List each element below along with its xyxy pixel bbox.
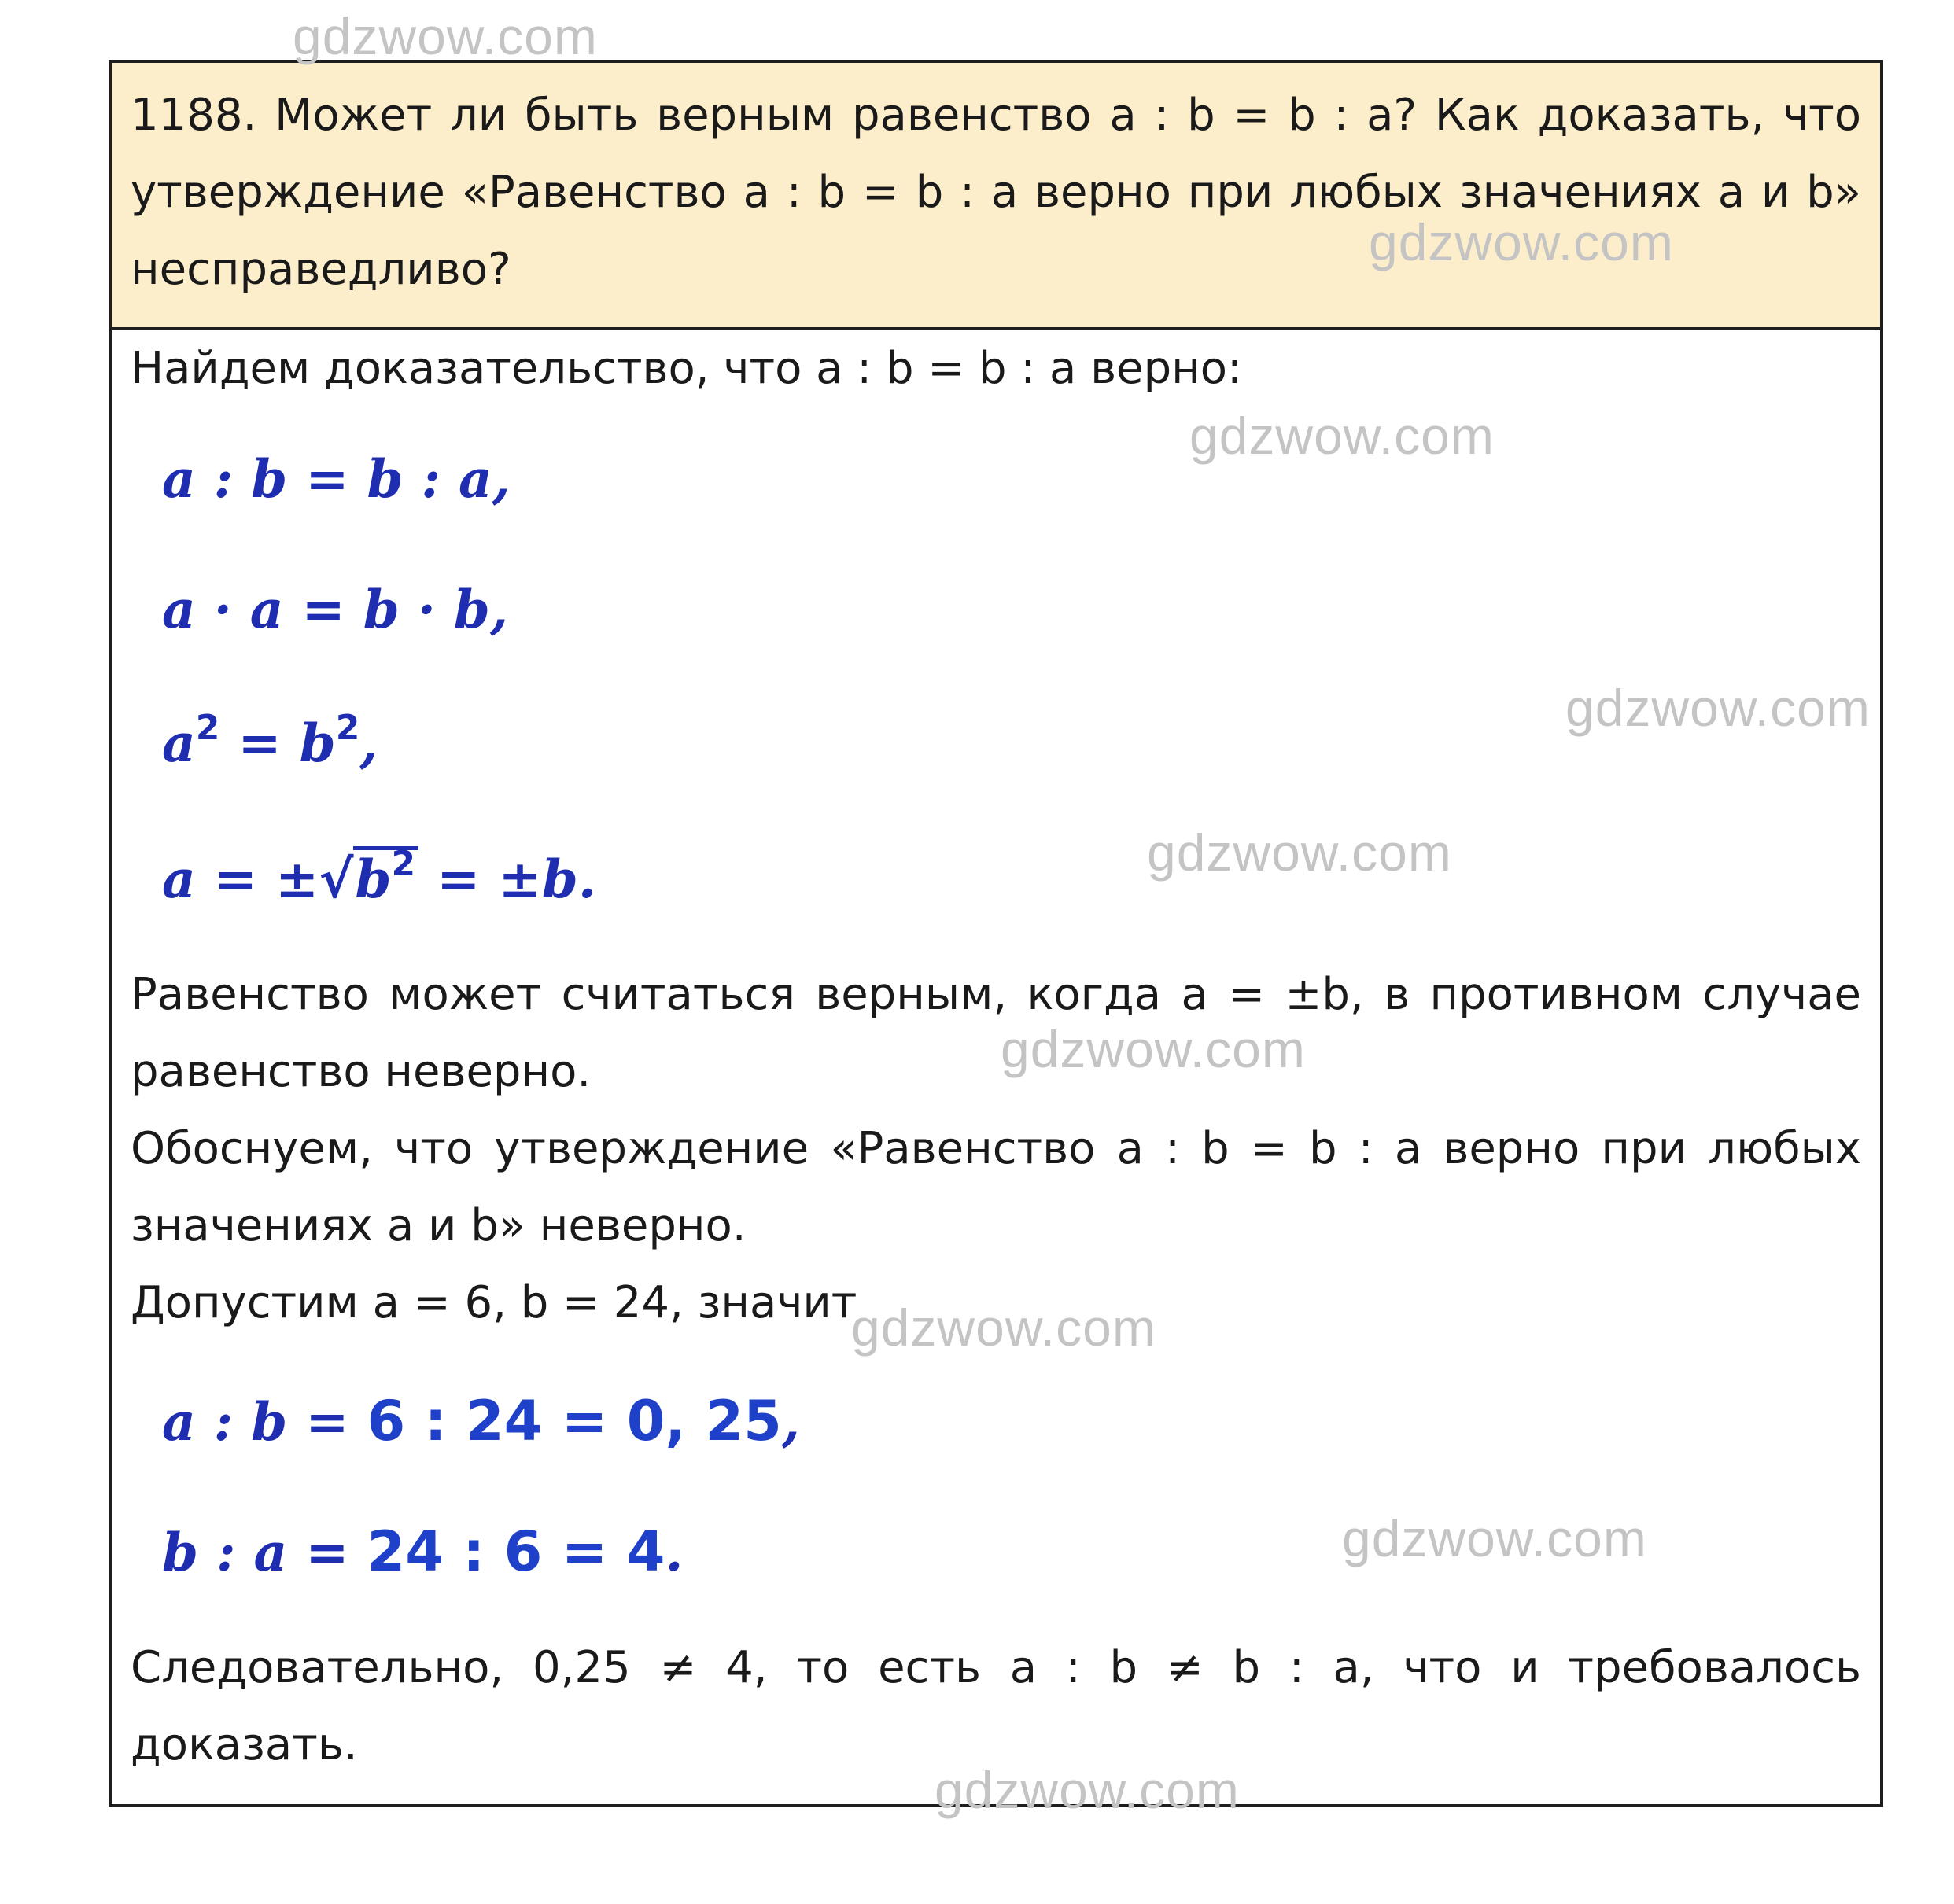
- formula-example-1-nums: 6 : 24 = 0, 25: [367, 1389, 782, 1453]
- radicand: [353, 846, 418, 908]
- formula-root-left: a = ±: [162, 849, 319, 910]
- exponent: 2: [391, 844, 416, 884]
- task-header: [112, 63, 1880, 330]
- formula-example-2: [162, 1519, 683, 1584]
- watermark: gdzwow.com: [293, 7, 598, 65]
- final-text: Следовательно, 0,25 ≠ 4, то есть a : b ≠ b : a, что и требовалось доказать.: [131, 1642, 1861, 1770]
- exponent: 2: [195, 708, 220, 748]
- intro-text: Найдем доказательство, что a : b = b : a верно:: [131, 343, 1242, 394]
- task-text: 1188. Может ли быть верным равенство a : b = b : a? Как доказать, что утверждение «Равенство a : b = b : a верно при любых значениях a и b» несправедливо?: [131, 90, 1861, 295]
- solution-card: [109, 60, 1883, 1807]
- formula-root: [162, 846, 596, 910]
- conclusion-text-1: Равенство может считаться верным, когда a = ±b, в противном случае равенство неверно.: [131, 969, 1861, 1097]
- formula-example-2-end: .: [665, 1522, 684, 1583]
- formula-example-1-vars: a : b =: [162, 1391, 367, 1453]
- exponent: 2: [335, 708, 360, 748]
- formula-squares-end: ,: [359, 713, 378, 774]
- formula-example-2-vars: b : a =: [162, 1522, 367, 1583]
- watermark: gdzwow.com: [1001, 1020, 1306, 1078]
- sqrt-icon: √: [319, 849, 354, 910]
- watermark: gdzwow.com: [1189, 407, 1495, 465]
- watermark: gdzwow.com: [935, 1761, 1240, 1819]
- radicand-var: b: [355, 849, 392, 910]
- watermark: gdzwow.com: [851, 1298, 1156, 1357]
- formula-squares-mid: = b: [219, 713, 336, 774]
- formula-root-right: = ±b.: [418, 849, 596, 910]
- watermark: gdzwow.com: [1369, 213, 1674, 271]
- formula-example-1-end: ,: [781, 1391, 800, 1453]
- formula-squares: [162, 708, 378, 774]
- watermark: gdzwow.com: [1565, 679, 1871, 737]
- assumption-text: Допустим a = 6, b = 24, значит: [131, 1277, 857, 1328]
- formula-ratio: a : b = b : a,: [162, 448, 511, 510]
- formula-product: a · a = b · b,: [162, 579, 508, 640]
- formula-example-1: [162, 1389, 800, 1453]
- formula-example-2-nums: 24 : 6 = 4: [367, 1519, 665, 1584]
- conclusion-text-2: Обоснуем, что утверждение «Равенство a : b = b : a верно при любых значениях a и b» неверно.: [131, 1123, 1861, 1251]
- solution-body: [131, 330, 1861, 1804]
- watermark: gdzwow.com: [1342, 1509, 1647, 1567]
- watermark: gdzwow.com: [1147, 823, 1452, 882]
- formula-squares-left: a: [162, 713, 196, 774]
